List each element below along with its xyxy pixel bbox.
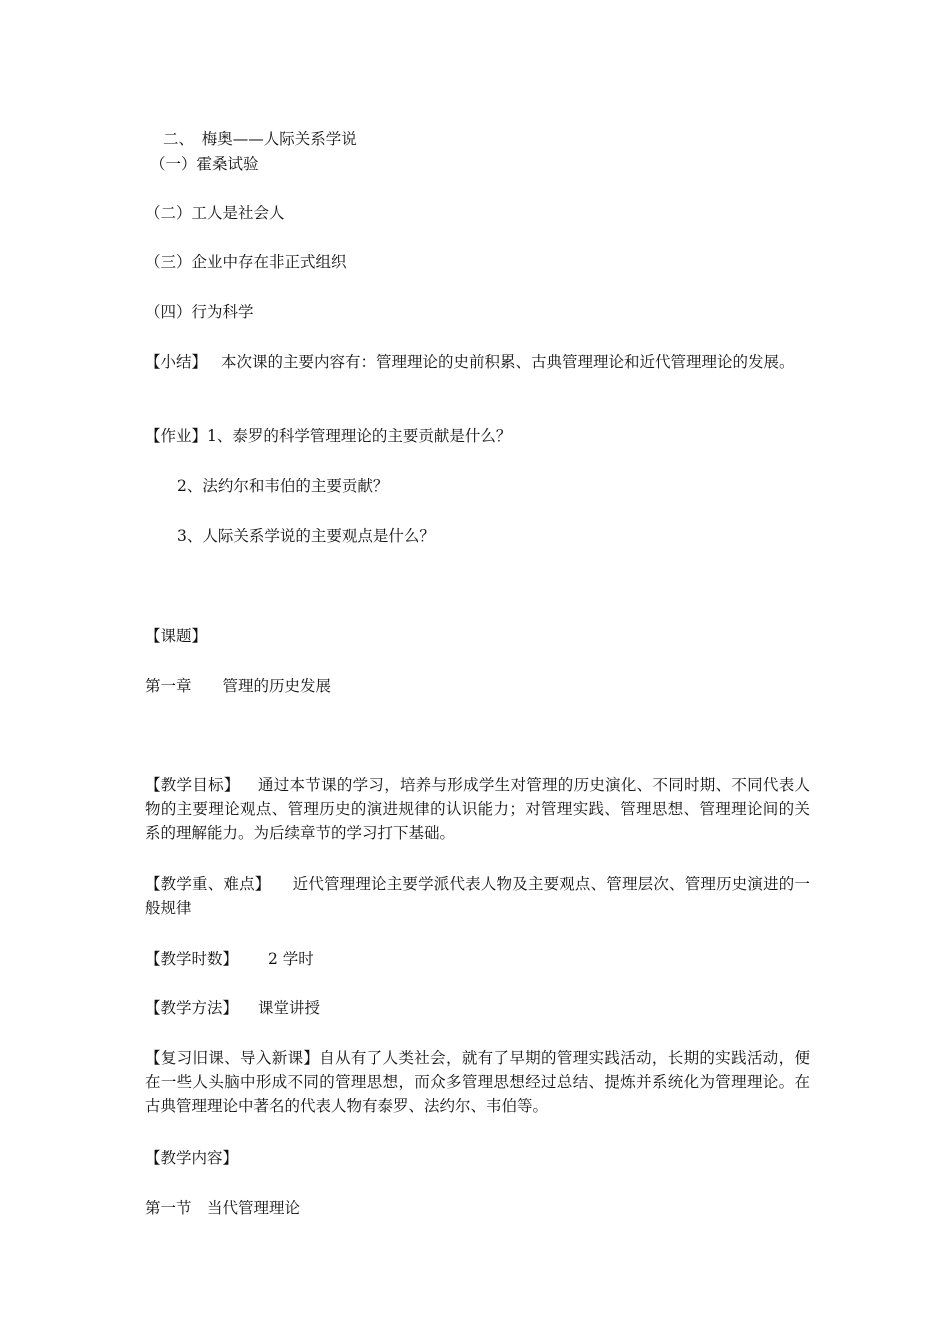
key-points-paragraph — [145, 872, 810, 920]
topic-label: 【课题】 — [145, 627, 208, 645]
item-hawthorne: （一）霍桑试验 — [150, 155, 259, 173]
homework-q3: 3、人际关系学说的主要观点是什么？ — [177, 527, 435, 545]
item-informal-org: （三）企业中存在非正式组织 — [145, 253, 347, 271]
homework-label: 【作业】 — [145, 427, 208, 445]
key-points-text: 近代管理理论主要学派代表人物及主要观点、管理层次、管理历史演进的一般规律 — [145, 875, 810, 917]
objectives-paragraph — [145, 773, 810, 845]
objectives-text: 通过本节课的学习，培养与形成学生对管理的历史演化、不同时期、不同代表人物的主要理论观点、管理历史的演进规律的认识能力；对管理实践、管理思想、管理理论间的关系的理解能力。为后续章节的学习打下基础。 — [145, 776, 810, 842]
content-label: 【教学内容】 — [145, 1149, 239, 1167]
summary-label: 【小结】 — [145, 353, 208, 371]
summary-paragraph — [145, 350, 810, 374]
method-text: 课堂讲授 — [258, 999, 321, 1017]
summary-text: 本次课的主要内容有：管理理论的史前积累、古典管理理论和近代管理理论的发展。 — [221, 353, 795, 371]
homework-q1: 1、泰罗的科学管理理论的主要贡献是什么？ — [207, 427, 512, 445]
objectives-label: 【教学目标】 — [145, 776, 240, 794]
key-points-label: 【教学重、难点】 — [145, 875, 271, 893]
homework-line-1 — [145, 424, 810, 448]
method-line — [145, 996, 810, 1020]
item-behavioral-science: （四）行为科学 — [145, 303, 254, 321]
section-heading-mayo: 二、 梅奥——人际关系学说 — [163, 130, 357, 148]
method-label: 【教学方法】 — [145, 999, 239, 1017]
chapter-title: 第一章 管理的历史发展 — [145, 677, 332, 695]
review-paragraph — [145, 1046, 810, 1118]
hours-label: 【教学时数】 — [145, 950, 239, 968]
section-title: 第一节 当代管理理论 — [145, 1199, 301, 1217]
review-label: 【复习旧课、导入新课】 — [145, 1049, 320, 1067]
homework-q2: 2、法约尔和韦伯的主要贡献？ — [177, 477, 389, 495]
hours-line — [145, 947, 810, 971]
review-text: 自从有了人类社会，就有了早期的管理实践活动，长期的实践活动，便在一些人头脑中形成不同的管理思想，而众多管理思想经过总结、提炼并系统化为管理理论。在古典管理理论中著名的代表人物有泰罗、法约尔、韦伯等。 — [145, 1049, 810, 1115]
item-social-man: （二）工人是社会人 — [145, 204, 285, 222]
hours-text: 2 学时 — [268, 950, 314, 968]
